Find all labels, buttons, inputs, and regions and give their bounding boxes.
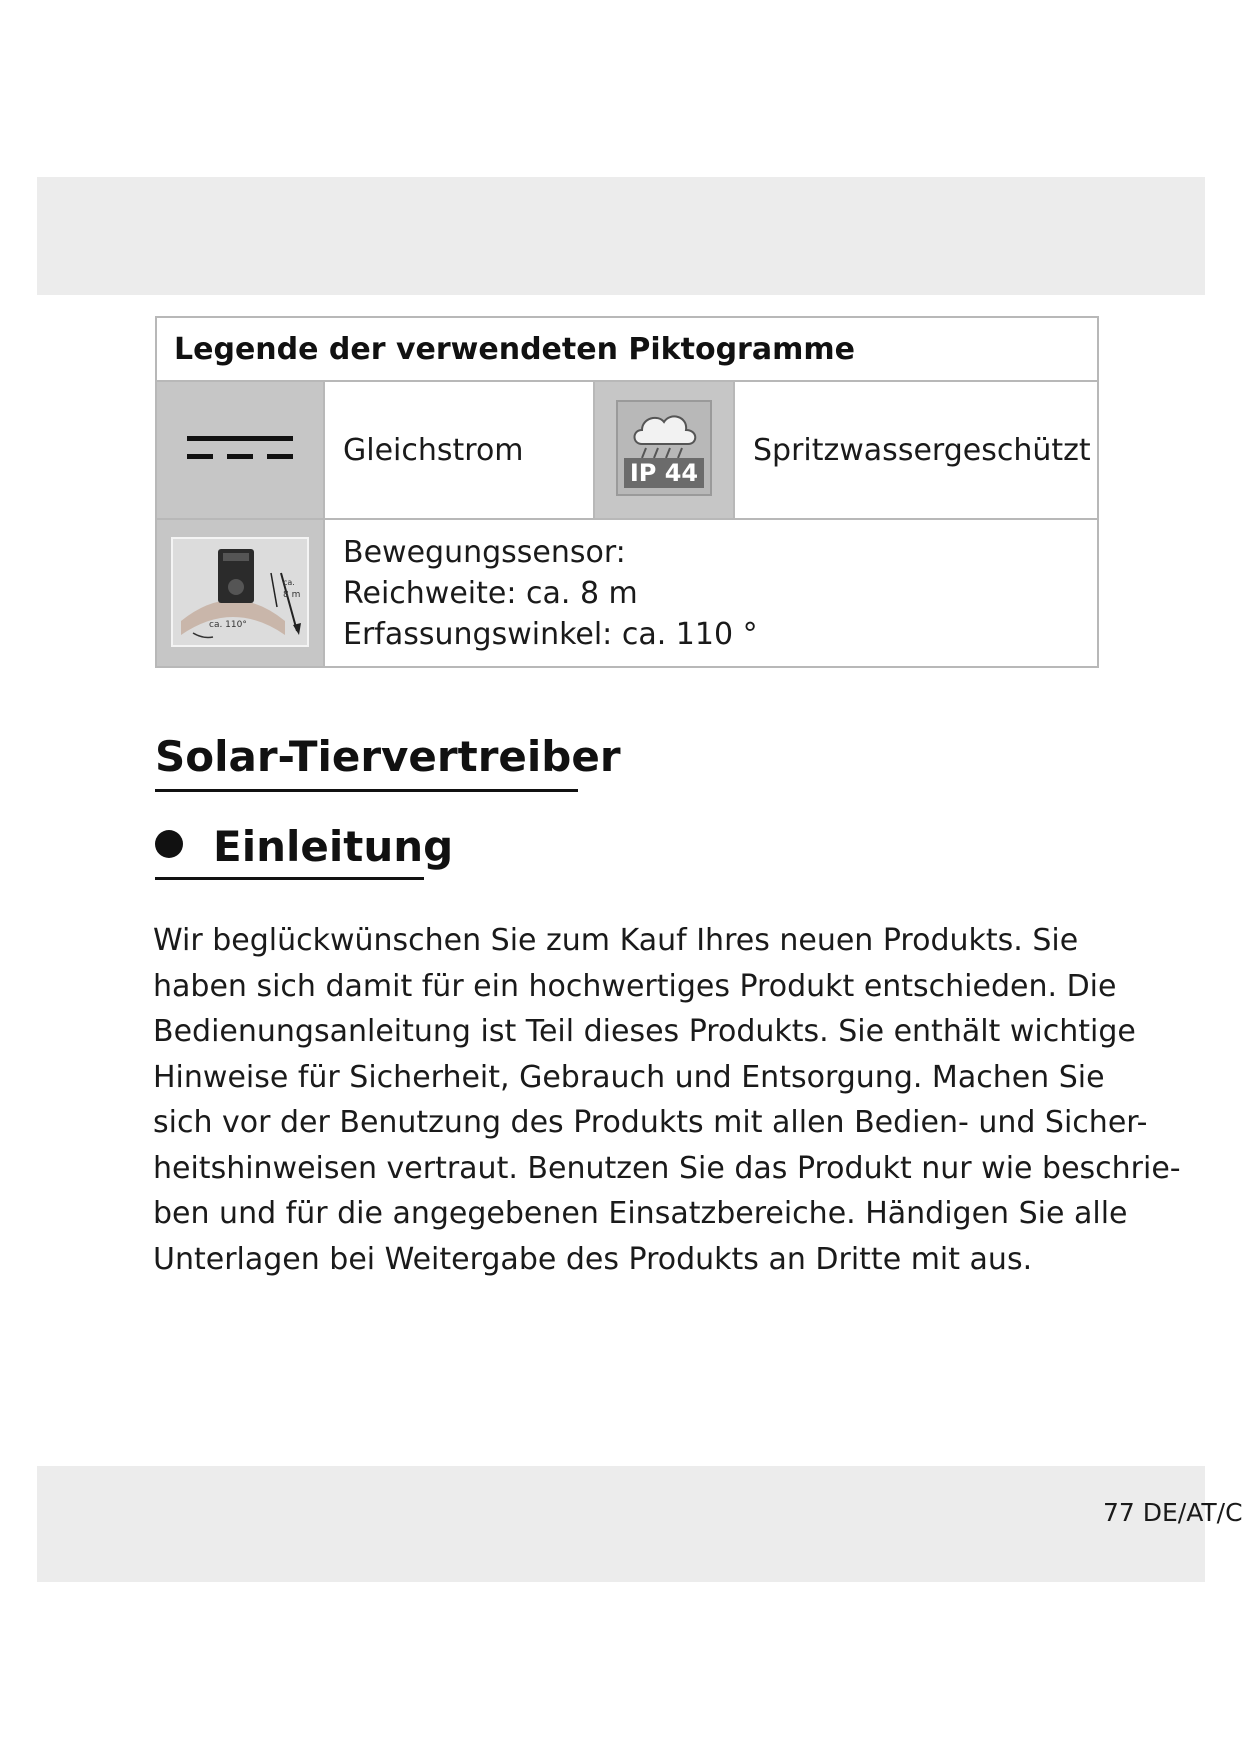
intro-paragraph <box>153 918 1181 1282</box>
paragraph-line: Hinweise für Sicherheit, Gebrauch und Entsorgung. Machen Sie <box>153 1059 1105 1095</box>
page-number: 77 DE/AT/C <box>1103 1498 1243 1527</box>
paragraph-line: Bedienungsanleitung ist Teil dieses Produkts. Sie enthält wichtige <box>153 1014 1136 1049</box>
sensor-icon-ca-label: ca. <box>283 578 295 587</box>
motion-sensor-line: Bewegungssensor: <box>343 534 626 570</box>
legend-title: Legende der verwendeten Piktogramme <box>156 317 1098 381</box>
bullet-icon <box>155 830 183 858</box>
ip44-splash-icon <box>594 381 734 519</box>
legend-label-direct-current: Gleichstrom <box>324 381 594 519</box>
section-title: Solar-Tiervertreiber <box>155 732 578 792</box>
ip44-badge-text: IP 44 <box>624 458 704 488</box>
motion-sensor-range-line: Reichweite: ca. 8 m <box>343 575 638 611</box>
legend-label-motion-sensor <box>324 519 1098 667</box>
legend-label-splash-protected: Spritzwassergeschützt <box>734 381 1098 519</box>
sensor-icon-angle-label: ca. 110° <box>209 620 247 630</box>
sensor-icon-range-label: 8 m <box>283 590 301 600</box>
paragraph-line: Wir beglückwünschen Sie zum Kauf Ihres neuen Produkts. Sie <box>153 923 1079 958</box>
paragraph-line: haben sich damit für ein hochwertiges Produkt entschieden. Die <box>153 968 1117 1004</box>
paragraph-line: ben und für die angegebenen Einsatzbereiche. Händigen Sie alle <box>153 1196 1128 1231</box>
paragraph-line: sich vor der Benutzung des Produkts mit allen Bedien- und Sicher- <box>153 1105 1148 1140</box>
pictogram-legend-table <box>155 316 1099 668</box>
subsection-heading <box>155 822 454 880</box>
footer-band <box>37 1466 1243 1582</box>
direct-current-icon <box>156 381 324 519</box>
motion-sensor-icon <box>156 519 324 667</box>
paragraph-line: Unterlagen bei Weitergabe des Produkts an Dritte mit aus. <box>153 1241 1033 1277</box>
paragraph-line: heitshinweisen vertraut. Benutzen Sie das Produkt nur wie beschrie- <box>153 1150 1181 1186</box>
header-band <box>37 177 1205 295</box>
motion-sensor-angle-line: Erfassungswinkel: ca. 110 ° <box>343 616 758 652</box>
subsection-title: Einleitung <box>213 822 454 871</box>
